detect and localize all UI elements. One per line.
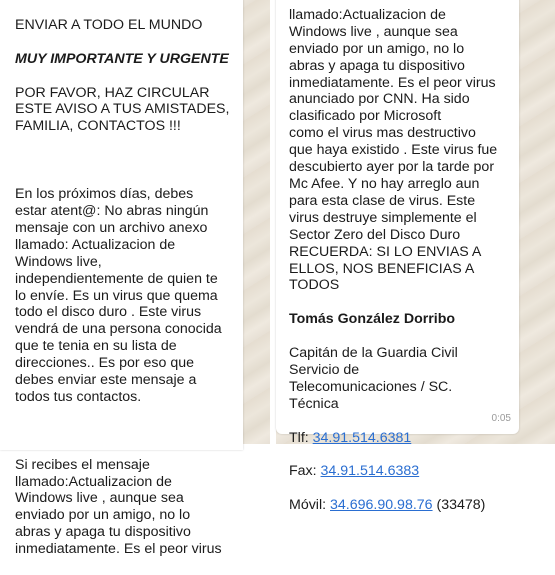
message-line-circulate: POR FAVOR, HAZ CIRCULAR ESTE AVISO A TUS AMISTADES, FAMILIA, CONTACTOS !!!: [15, 84, 230, 135]
message-bubble-left: [0, 0, 243, 558]
phone-line: [289, 430, 511, 447]
signer-title: Capitán de la Guardia Civil Servicio de Telecomunicaciones / SC. Técnica: [289, 345, 458, 412]
message-body-continued: llamado:Actualizacion de Windows live , aunque sea enviado por un amigo, no lo abras y apaga tu dispositivo inmediatamente. Es el peor virus anunciado por CNN. Ha sido clasificado por Microsoft como el virus mas destructivo que haya existido . Este virus fue descubierto ayer por la tarde por Mc Afee. Y no hay arreglo aun para esta clase de virus. Este virus destruye simplemente el Sector Zero del Disco Duro RECUERDA: SI LO ENVIAS A ELLOS, NOS BENEFICIAS A TODOS: [289, 6, 498, 294]
message-bubble-right: [276, 0, 519, 514]
message-paragraph-instructions: Si recibes el mensaje llamado:Actualizacion de Windows live , aunque sea enviado por un amigo, no lo abras y apaga tu dispositivo inmediatamente. Es el peor virus: [15, 456, 222, 558]
message-paragraph-warning: En los próximos días, debes estar atent@: No abras ningún mensaje con un archivo anexo llamado: Actualizacion de Windows live, independientemente de quien te lo envíe. Es un virus que quema todo el disco duro . Este virus vendrá de una persona conocida que te tenia en su lista de direcciones.. Es por eso que debes enviar este mensaje a todos tus contactos.: [15, 186, 222, 405]
phone-label: Tlf:: [289, 429, 313, 446]
mobile-line: [289, 497, 511, 514]
fax-line: [289, 463, 511, 480]
message-timestamp: 0:05: [491, 413, 511, 425]
message-line-urgent: MUY IMPORTANTE Y URGENTE: [15, 50, 229, 67]
fax-label: Fax:: [289, 463, 321, 480]
fax-link[interactable]: 34.91.514.6383: [320, 463, 420, 480]
mobile-label: Móvil:: [289, 497, 330, 514]
message-line-send-all: ENVIAR A TODO EL MUNDO: [15, 16, 203, 33]
chat-panel-left: [0, 0, 270, 558]
mobile-extension: (33478): [432, 497, 486, 514]
chat-panel-right: [276, 0, 555, 514]
phone-link[interactable]: 34.91.514.6381: [312, 429, 412, 446]
mobile-link[interactable]: 34.696.90.98.76: [330, 497, 433, 514]
signer-name: Tomás González Dorribo: [289, 311, 456, 328]
